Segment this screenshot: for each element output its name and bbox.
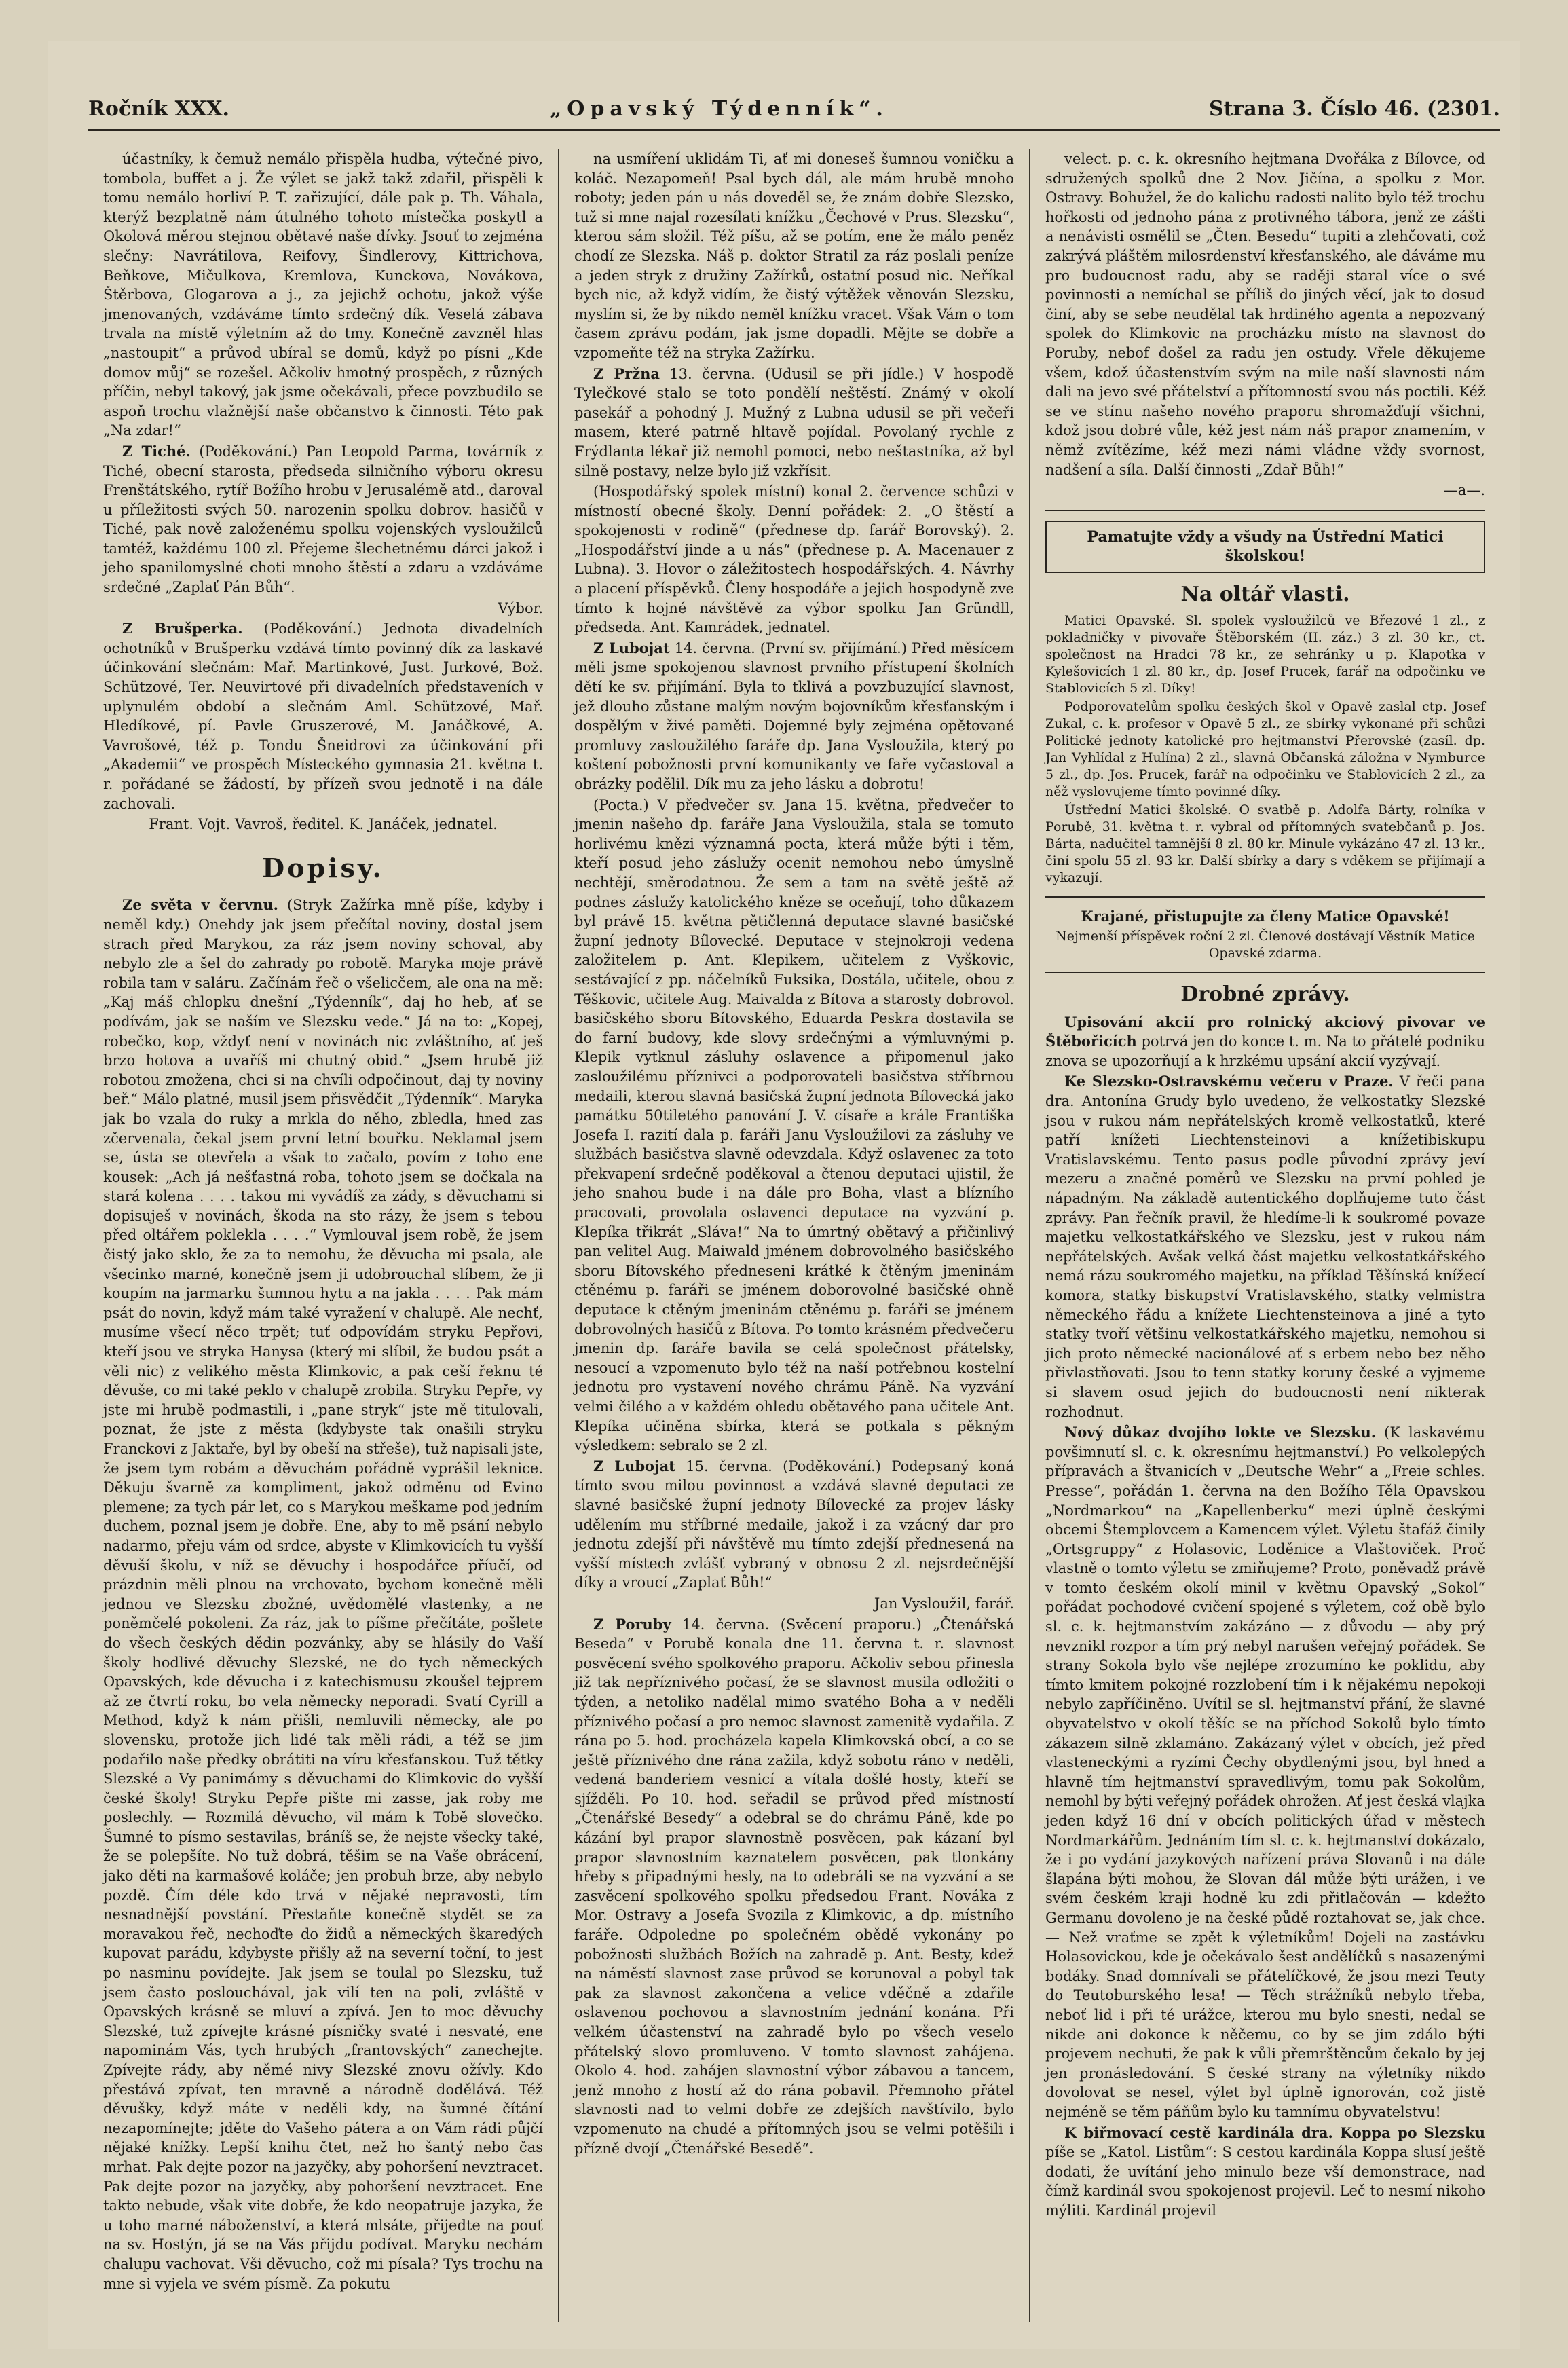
- article: [574, 1457, 1014, 1593]
- article-text: potrvá jen do konce t. m. Na to přátelé podniku znova se upozorňují a k hrzkému upsání akcií vyzývají.: [1045, 1033, 1485, 1069]
- article-text: Pan Leopold Parma, továrník z Tiché, obecní starosta, předseda silničního výboru okresu Frenštátského, rytíř Božího hrobu v Jerusalémě atd., daroval u příležitosti svých 50. narozenin spolku dobrov. hasičů v Tiché, pak nově založenému spolku vojenských vysloužilců tamtéž, každému 100 zl. Přejeme šlechetnému dárci jakož i jeho spanilomyslné choti mnoho štěstí a zdaru a vzdáváme srdečné „Zaplať Pán Bůh“.: [103, 443, 543, 596]
- donation-text: Matici Opavské. Sl. spolek vysloužilců ve Březové 1 zl., z pokladničky v pivovaře Štěborském (II. záz.) 3 zl. 30 kr., ct. společnost na Hradci 78 kr., ze sehránky u p. Klapotka v Kylešovicích 1 zl. 80 kr., dp. Josef Prucek, farář na odpočinku ve Stablovicích 5 zl. Díky!: [1045, 613, 1485, 697]
- divider: [1045, 972, 1485, 973]
- article-text: Jednota divadelních ochotníků v Brušperku vzdává tímto povinný dík za laskavé účinkování slečnám: Mař. Martinkové, Just. Jurkové, Bož. Schützové, Ter. Neuvirtové při divadelních představeních v uplynulém období a slečnám Aml. Schützové, Mař. Hledíkové, pí. Pavle Gruszerové, M. Janáčkové, A. Vavrošové, též p. Tondu Šneidrovi za účinkování při „Akademii“ ve prospěch Místeckého gymnasia 21. května t. r. pořádané se žádostí, by přízeň svou jednotě i na dále zachovali.: [103, 621, 544, 812]
- article-text: píše se „Katol. Listům“: S cestou kardinála Koppa slusí ještě dodati, že uvítání jeho minulo beze vší demonstrace, nad čímž kardinál svou spokojenost projevil. Leč to nesmí nikoho mýliti. Kardinál projevil: [1045, 2144, 1485, 2219]
- page-number: Strana 3. Číslo 46. (2301.: [1208, 96, 1500, 121]
- article: [574, 796, 1014, 1456]
- article-title: Z Pržna: [593, 365, 660, 382]
- signature: Jan Vysloužil, farář.: [874, 1595, 1014, 1612]
- article-date: 15. června.: [686, 1458, 772, 1475]
- appeal-heading: [1045, 907, 1485, 927]
- article-date: 14. června.: [682, 1616, 770, 1633]
- appeal-title: Krajané, přistupujte za členy Matice Opavské!: [1081, 908, 1450, 925]
- article: [103, 442, 543, 597]
- article-title: Z Tiché.: [122, 442, 191, 460]
- column-3: [1029, 149, 1500, 2322]
- article: [1045, 2124, 1485, 2221]
- article-title: K biřmovací cestě kardinála dra. Koppa po Slezsku: [1064, 2124, 1485, 2141]
- columns: [88, 149, 1500, 2322]
- column-1: [88, 149, 558, 2322]
- masthead-title: „Opavský Týdenník“.: [550, 96, 889, 121]
- article-text: Podepsaný koná tímto svou milou povinnost a vzdává slavné deputaci ze slavné basičské župní jednoty Bílovecké za projev lásky udělením mu stříbrné medaile, jakož i za vzácný dar pro jednotu zdejší při návštěvě mu tímto zdejší přednesená na vyšší místech zvlášť vybraný v obnosu 2 zl. nejsrdečnější díky a vroucí „Zaplať Bůh!“: [574, 1458, 1014, 1591]
- article-subtitle: (Udusil se při jídle.): [765, 365, 925, 382]
- divider: [1045, 510, 1485, 511]
- article-date: 13. června.: [669, 365, 755, 382]
- section-heading: Dopisy.: [262, 852, 384, 883]
- article-subtitle: (První sv. přijímání.): [760, 640, 908, 656]
- donation-text: Podporovatelům spolku českých škol v Opavě zaslal ctp. Josef Zukal, c. k. profesor v Opavě 5 zl., ze sbírky vykonané při schůzi Politické jednoty katolické pro hejtmanství Přerovské (zasíl. dp. Jan Vyhlídal z Hulína) 2 zl., slavná Občanská záložna v Nymburce 5 zl., dp. Jos. Prucek, farář na odpočinku ve Stablovicích 2 zl., za něž vyslovujeme tímto povinné díky.: [1045, 699, 1485, 800]
- article-subtitle: (Svěcení praporu.): [780, 1616, 922, 1633]
- article-title: Z Lubojat: [593, 1457, 675, 1475]
- signature: Výbor.: [498, 599, 543, 616]
- article-title: Ke Slezsko-Ostravskému večeru v Praze.: [1064, 1073, 1394, 1090]
- article-title: Z Brušperka.: [122, 620, 243, 637]
- notice-box: Pamatujte vždy a všudy na Ústřední Matici školskou!: [1045, 521, 1485, 573]
- section-heading: Na oltář vlasti.: [1180, 582, 1350, 606]
- article: [1045, 1013, 1485, 1071]
- article-title: Z Lubojat: [593, 639, 670, 656]
- article-text: účastníky, k čemuž nemálo přispěla hudba, výtečné pivo, tombola, buffet a j. Že výlet se jakž takž zdařil, přispěli k tomu nemálo horliví P. T. zařizující, dále pak p. Th. Váhala, kterýž bezplatně nám útulného tohoto místečka poskytl a Okolová měrou stejnou obětavé naše dívky. Jsouť to zejména slečny: Navrátilova, Reifovy, Šindlerovy, Kittrichova, Beňkove, Mičulkova, Kremlova, Kunckova, Novákova, Štěrbova, Glogarova a j., za jejichž ochotu, jakož výše jmenovaných, vzdáváme tímto srdečný dík. Veselá zábava trvala na místě výletním až do tmy. Konečně zavzněl hlas „nastoupit“ a průvod ubíral se domů, když po písni „Kde domov můj“ se rozešel. Ačkoliv hmotný prospěch, z různých příčin, nebyl takový, jak jsme očekávali, přece povzbudilo se aspoň trochu vlažnější naše občanstvo k činnosti. Této pak „Na zdar!“: [103, 151, 543, 439]
- article-subtitle: (Poděkování.): [783, 1458, 881, 1475]
- article-subtitle: (Poděkování.): [263, 621, 362, 637]
- article-text: V předvečer sv. Jana 15. května, předvečer to jmenin našeho dp. faráře Jana Vysloužila, stala se tomuto horlivému knězi významná pocta, která může býti i těm, kteří posud jeho záslužy ocenit nemohou nebo úmyslně nechtějí, směrodatnou. Že sem a tam na světě ještě až podnes záslužy katolického kněze se oceňují, toho důkazem byl právě 15. května pětičlenná deputace slavné basičské župní jednoty Bílovecké. Deputace v stejnokroji vedena založitelem p. Ant. Klepikem, učitelem z Vyškovic, sestávající z pp. náčelníků Fuksika, Dostála, učitele, obou z Těškovic, učitele Aug. Maivalda z Bítova a starosty dobrovol. basičského sboru Bítovského, Eduarda Peskra dostavila se do farní budovy, kde slovy srdečnými a výmluvnými p. Klepik vytknul zásluhy oslavence a připomenul jako zasloužilému příznivci a podporovateli basičstva stříbrnou medaili, kterou slavná basičská župní jednota Bílovecká jako památku 50tiletého panování J. V. císaře a krále Františka Josefa I. razití dala p. faráři Janu Vysloužilovi za zásluhy ve službách basičstva slavně odevzdala. Když oslavenec za toto překvapení srdečně poděkoval a čtenou deputaci ujistil, že jeho snahou bude i na dále pro Boha, vlast a blízního pracovati, provolala oslavenci deputace na vyzvání p. Klepíka třikrát „Sláva!“ Na to úmrtný obětavý a přičinlivý pan velitel Aug. Maiwald jménem dobrovolného basičského sboru Bítovského předneseni krátké k čtěným jmeninám ctěnému p. faráři se jménem doborovolné basičské ohně deputace k ctěným jmeninám ctěnému p. faráři se jménem dobrovolných hasičů z Bítova. Po tomto krásném předvečeru jmenin dp. faráře bavila se celá společnost přátelsky, nesoucí a vzpomenuto bylo též na naší potřebnou kostelní jednotu pro vystavení nového chrámu Páně. Na vyzvání velmi čilého a v každém ohledu obětavého pana učitele Ant. Klepíka učiněna sbírka, která se potkala s pěkným výsledkem: sebralo se 2 zl.: [574, 796, 1014, 1454]
- column-2: [558, 149, 1029, 2322]
- signature: Frant. Vojt. Vavroš, ředitel. K. Janáček, jednatel.: [149, 816, 498, 833]
- article-subtitle: (Pocta.): [593, 796, 649, 813]
- article: [574, 639, 1014, 794]
- article: [1045, 1072, 1485, 1422]
- article: [574, 365, 1014, 481]
- article: [574, 1615, 1014, 2159]
- article-title: Upisování akcií pro rolnický akciový pivovar ve Štěbořicích: [1045, 1013, 1485, 1050]
- article-date: 14. června.: [674, 640, 755, 656]
- article: [574, 482, 1014, 637]
- volume-label: Ročník XXX.: [88, 96, 229, 121]
- divider: [1045, 896, 1485, 898]
- article-text: V hospodě Tylečkové stalo se toto pondělí neštěstí. Známý v okolí pasekář a pohodný J. Mužný z Lubna udusil se při večeři masem, které patrně hltavě pojídal. Povolaný rychle z Frýdlanta lékař již nemohl pomoci, nebo neštastníka, až byl silně postavy, nelze bylo již vzkřísit.: [574, 365, 1014, 479]
- article-text: „Čtenářská Beseda“ v Porubě konala dne 11. června t. r. slavnost posvěcení svého spolkového praporu. Ačkoliv sebou přinesla již tak nepříznivého počasí, že se slavnost musila odložiti o týden, a netoliko nadělal mimo svatého Boha a v neděli příznivého počasí a pro nemoc slavnost zamenitě vydařila. Z rána po 5. hod. procházela kapela Klimkovská obcí, a co se ještě příznivého dne rána zažila, když sobotu ráno v neděli, vedená banderiem vesnicí a vítala došlé hosty, kteří se sjížděli. Po 10. hod. seřadil se průvod před místností „Čtenářské Besedy“ a odebral se do chrámu Páně, kde po kázání byl prapor slavnostně posvěcen, pak kázaní byl prapor slavnostním kaznatelem posvěcen, pak tlonkány hřeby s připadnými hesly, na to odebráli se na vyzvání a se zasvěcení spolkového spolku předsedou Frant. Nováka z Mor. Ostravy a Josefa Svozila z Klimkovic, a dp. místního faráře. Odpoledne po společném obědě vykonány po pobožnosti službách Božích na zahradě p. Ant. Besty, kdež na náměstí slavnost zase průvod se korunoval a pobyl tak pak za slavnost zakončena a velice vděčně a zdařile oslavenou pochovou a slavnostním jednání konána. Při velkém účastenství na zahradě bylo po všech veselo přátelský slovo promluveno. V tomto slavnost zahájena. Okolo 4. hod. zahájen slavnostní výbor zábavou a tancem, jenž mnoho z hostí až do rána pobavil. Přemnoho přátel slavnosti nad to velmi dobře ze zdejších navštívilo, bylo vzpomenuto na chudé a přítomných jsou se velmi potěšili i přízně dvojí „Čtenářské Besedě“.: [574, 1616, 1014, 2157]
- donation-text: Ústřední Matici školské. O svatbě p. Adolfa Bárty, rolníka v Porubě, 31. května t. r. vybral od přítomných svatebčanů p. Jos. Bárta, nadučitel tamnější 8 zl. 80 kr. Minule vykázáno 47 zl. 13 kr., činí spolu 55 zl. 93 kr. Další sbírky a dary s vděkem se přijímají a vykazují.: [1045, 802, 1485, 886]
- appeal-text: Nejmenší příspěvek roční 2 zl. Členové dostávají Věstník Matice Opavské zdarma.: [1056, 929, 1475, 961]
- signature: —a—.: [1443, 482, 1485, 499]
- article-title: Ze světa v červnu.: [122, 896, 278, 914]
- section-heading: Drobné zprávy.: [1180, 982, 1350, 1007]
- page-header: [88, 88, 1500, 131]
- article-text: Onehdy jak jsem přečítal noviny, dostal jsem strach před Marykou, za ráz jsem noviny schoval, aby nebylo zle a šel do zahrady po robotě. Maryka moje právě robila tam v saláru. Začínám řeč o všelicčem, ale ona na mě: „Kaj máš chlopku dnešní „Týdenník“, daj ho heb, ať se podívám, jak se naším ve Slezsku vede.“ Já na to: „Kopej, robečko, kop, vždyť není v novinách nic zvláštního, ať ješ brzo hotova a uvaříš mi chutný obid.“ „Jsem hrubě již robotou zmožena, chci si na chvíli odpočinout, daj ty noviny beř.“ Málo platné, musil jsem přisvědčit „Týdenník“. Maryka jak bo vzala do ruky a mrkla do něho, zbledla, hned zas zčervenala, čekal jsem první letní bouřku. Neklamal jsem se, ústa se otevřela a však to začalo, povím z toho ene kousek: „Ach já nešťastná roba, tohoto jsem se dočkala na stará kolena . . . . takou mi vyvádíš za zády, s děvuchami si dopisuješ v novinách, škoda na sto rázy, že jsem s tebou před oltářem poklekla . . . .“ Vymlouval jsem robě, že jsem čistý jako sklo, že za to nemohu, že děvucha mi psala, ale všecinko marné, konečně jsem ji udobrouchal slíbem, že ji koupím na jarmarku šumnou hytu a na jakla . . . . Pak mám psát do novin, když mám také vyražení v chalupě. Ale nechť, musíme všecí něco trpět; tuť odpovídám stryku Pepřovi, kteří jsou ve stryka Hanysa (který mi slíbil, že budou psát a věli nic) z velikého města Klimkovic, a pak ceší řeknu té děvuše, co mi také peklo v chalupě zrobila. Stryku Pepře, vy jste mi hrubě podmastili, i „pane stryk“ jste mě titulovali, poznat, že jste z města (kdybyste tak onašili stryku Franckovi z Jaktaře, byl by obeší na střeše), tuž napisali jste, že jsem tym robám a děvuchám pořádně vyprášil leknice. Děkuju švarně za kompliment, jakož odměnu od Evino plemene; za tych pár let, co s Marykou meškame pod jedním duchem, poznal jsem je dobře. Ene, aby to mě psání nebylo nadarmo, přeju vám od srdce, abyste v Klimkovicích tu vyšší děvuší školu, v níž se děvuchy i hospodářce příučí, od prázdnin měli plnou na vrchovato, bychom konečně měli jednou ve Slezsku zbožné, uvědomělé vlastenky, a ne poněmčelé pokoleni. Za ráz, jak to píšme přečítáte, pošlete do všech českých dědin pozvánky, aby se hlásily do Vaší školy hodlivé děvuchy Slezské, ne do tych německých Opavských, kde děvucha i z katechismusu zkoušel tejprem až ze čtvrtí roku, bo vela německy neporadi. Svatí Cyrill a Method, když k nám přišli, nemluvili německy, ale po slovensku, protože jich lidé tak měli rádi, a též se jim podařilo naše předky obrátiti na víru křesťanskou. Tuž tětky Slezské a Vy panimámy s děvuchami do Klimkovic do vyšší české školy! Stryku Pepře pište mi zasse, jak roby me poslechly. — Rozmilá děvucho, vil mám k Tobě slovečko. Šumné to písmo sestavilas, bráníš se, že nejste všecky také, že se polepšíte. No tuž dobrá, těšim se na Vaše obrácení, jako děti na karmašové koláče; jen probuh brze, aby nebylo pozdě. Čím déle kdo trvá v nějaké nepravosti, tím nesnadnější povstání. Přestaňte konečně stydět se za moravakou řeč, nechoďte do židů a německých škaredých kupovat parádu, kdybyste přišly až na severní toční, to jest po nasminu povídejte. Jak jsem se toulal po Slezsku, tuž jsem často poslouchával, jak vilí ten na poli, zvláště v Opavských krásně se mluví a zpívá. Jen to moc děvuchy Slezské, tuž zpívejte krásné písničky svaté i nesvaté, ene napominám Vás, tych hrubých „frantovských“ zanechejte. Zpívejte rády, aby němé nivy Slezské znovu ožívly. Kdo přestává zpívat, ten mravně a národně dodělává. Též děvušky, když máte v neděli kdy, na šumné čítání nezapomínejte; jděte do Vašeho pátera a on Vám rádi půjčí nějaké knížky. Lepší knihu čtet, než ho šantý nebo čas mrhat. Pak dejte pozor na jazyčky, aby pohoršení nevztracet. Pak dejte pozor na jazyčky, aby pohoršení nevztracet. Ene takto nebude, však vite dobře, že kdo neopatruje jazyka, že u toho marné náboženství, a která mlsáte, přijedte na pouť na sv. Hostýn, já se na Vás přijdu podívat. Maryku nechám chalupu vachovat. Vši děvucho, což mi písala? Tys trochu na mne si vyjela ve svém písmě. Za pokutu: [103, 916, 543, 2292]
- newspaper-page: [48, 41, 1520, 2349]
- article-text: velect. p. c. k. okresního hejtmana Dvořáka z Bílovce, od sdružených spolků dne 2 Nov. Jičína, a spolku z Mor. Ostravy. Bohužel, že do kalichu radosti nalito bylo též trochu hořkosti od jednoho pána z protivného tábora, jenž ze zášti a nenávisti osmělil se „Čten. Besedu“ tupiti a zlehčovati, což zakrývá pláštěm milosrdenství křesťanského, ale dáváme mu pro budoucnost radu, aby se raději staral více o své povinnosti a nemíchal se příliš do jiných věcí, jak to dosud činí, aby se sebe neudělal tak hrdiného agenta a nepozvaný spolek do Klimkovic na procházku místo na slavnost do Poruby, nebof došel za radu jen ostudy. Vřele děkujeme všem, kdož účastenstvím svým na mile naší slavnosti nám dali na jevo své přátelství a přítomností svou nás poctili. Kéž se ve stínu našeho nového praporu shromažďují všichni, kdož jsou dobré vůle, kéž jest nám náš prapor znamením, v němž zvítězíme, kéž mezi námi vládne vždy svornost, nadšení a síla. Další činnosti „Zdař Bůh!“: [1045, 151, 1485, 478]
- article-title: Nový důkaz dvojího lokte ve Slezsku.: [1064, 1424, 1377, 1441]
- article-title: Z Poruby: [593, 1615, 671, 1633]
- article-subtitle: (Poděkování.): [199, 443, 298, 460]
- article: [103, 895, 543, 2293]
- article: [103, 619, 543, 813]
- article-subtitle: (Hospodářský spolek místní): [593, 483, 806, 500]
- article-text: na usmíření uklidám Ti, ať mi doneseš šumnou voničku a koláč. Nezapomeň! Psal bych dál, ale mám hrubě mnoho roboty; jeden pán u nás doveděl se, že znám dobře Slezsko, tuž si mne najal rozesílati knížku „Čechové v Prus. Slezsku“, kterou sám složil. Též píšu, až se potím, ene že málo peněz chodí ze Slezska. Náš p. doktor Stratil za ráz poslali peníze a jeden stryk z družiny Zažírků, ostatní posud nic. Neříkal bych nic, až když vidím, že čistý výtěžek věnován Slezsku, myslím si, že by nikdo neměl knížku vracet. Však Vám o tom časem zprávu podám, jak jsme dopadli. Mějte se dobře a vzpomeňte též na stryka Zažírku.: [574, 151, 1014, 361]
- article-text: (K laskavému povšimnutí sl. c. k. okresnímu hejtmanství.) Po velkolepých přípravách a štvanicích v „Deutsche Wehr“ a „Freie schles. Presse“, pořádán 1. června na den Božího Těla Opavskou „Nordmarkou“ na „Kapellenberku“ mezi úplně českými obcemi Štemplovcem a Kamencem výlet. Výletu štafáž činily „Ortsgruppy“ z Holasovic, Loděnice a Vlaštoviček. Proč vlastně o tomto výletu se zmiňujeme? Proto, poněvadž právě v tomto českém okolí minil v květnu Opavský „Sokol“ pořádat pochodové cvičení spojené s výletem, což obě bylo sl. c. k. hejtmanstvím zakázáno — z důvodu — aby prý nevznikl rozpor a tím prý nebyl narušen veřejný pořádek. Se strany Sokola bylo vše nejlépe zrozumíno ke poklidu, aby tímto kmitem pokojné rozzlobení tím i k nějakému nepokoji nebylo zapříčiněno. Uvítil se sl. hejtmanství přání, že slavné obyvatelstvo v okolí těšíc se na příchod Sokolů bylo tímto zákazem silně zklamáno. Zakázaný výlet v obcích, jež před vlasteneckými a ryzími Čechy obydlenými jsou, byl hned a hlavně tím hejtmanství spravedlivým, tomu pak Sokolům, nemohl by býti veřejný pořádek ohrožen. Ať jest česká vlajka jeden když 16 dní v obcích politických úřad v městech Nordmarkářům. Jednáním tím sl. c. k. hejtmanství dokázalo, že i po vydání jazykových nařízení práva Slovanů i na dále šlapána býti mohou, že Slovan dál může býti urážen, i ve svém českém kraji hodně ku zdi přitlačován — kdežto Germanu dovoleno je na české půdě roztahovat se, jak chce. — Než vraťme se zpět k výletníkům! Dojeli na zastávku Holasovickou, kde je očekávalo šest andělíčků s nasazenými bodáky. Snad domnívali se přátelíčkové, že jsou mezi Teuty do Teutoburského lesa! — Těch strážníků nebylo třeba, neboť lid i při té urážce, kterou mu bylo snesti, nedal se nikde ani dokonce k něčemu, co by se jim zdálo býti projevem nechuti, že pak k vůli přemrštěncům čekalo by jej jen pronásledování. S české strany na výletníky nikdo dovolovat se nesel, výlet byl úplně ignorován, což jistě nejméně se těm páňům bylo ku tamnímu obyvatelstvu!: [1045, 1424, 1485, 2120]
- article: [1045, 1423, 1485, 2122]
- article-text: konal 2. července schůzi v místností obecné školy. Denní pořádek: 2. „O štěstí a spokojenosti v rodině“ (přednese dp. farář Borovský). 2. „Hospodářství jinde a u nás“ (přednese p. A. Macenauer z Lubna). 3. Hovor o záležitostech hospodářských. 4. Návrhy a placení příspěvků. Členy hospodáře a jejich hospodyně zve tímto k hojné návštěvě za výbor spolku Jan Gründll, předseda. Ant. Kamrádek, jednatel.: [574, 483, 1014, 636]
- article-subtitle: (Stryk Zažírka mně píše, kdyby i neměl kdy.): [103, 897, 543, 933]
- article-text: V řeči pana dra. Antonína Grudy bylo uvedeno, že velkostatky Slezské jsou v rukou nám nepřátelských kromě velkostatků, které patří knížeti Liechtensteinovi a knížetibiskupu Vratislavskému. Tento pasus podle původní zprávy jeví mezeru a značné poměrů ve Slezsku na první pohled je nápadným. Na základě autentického doplňujeme tuto část zprávy. Pan řečník pravil, že hledíme-li k soukromé povaze majetku velkostatkářského ve Slezsku, jest v rukou nám nepřátelských. Avšak velká část majetku velkostatkářského nemá rázu soukromého majetku, na příklad Těšínská knížecí komora, statky biskupství Vratislavského, statky velmistra německého řádu a knížete Liechtensteinova a jiné a tyto statky tvoří většinu velkostatkářského majetku, nemohou si jich proto německé nacionálové ať s erbem nebo bez něho přivlastňovati. Jsou to tenn statky koruny české a vyjmeme si slavem osud jejich do budoucnosti není nikterak rozhodnut.: [1045, 1073, 1485, 1420]
- article-text: Před měsícem měli jsme spokojenou slavnost prvního přístupení školních dětí ke sv. přijímání. Byla to tklivá a povzbuzující slavnost, jež dlouho zůstane malým novým bojovníkům křesťanským i dospělým v živé paměti. Dojemné byly zejména opětované promluvy zasloužilého faráře dp. Jana Vysloužila, který po koštení pobožnosti první komunikanty ve faře vyčastoval a obrázky podělil. Dík mu za jeho lásku a dobrotu!: [574, 640, 1014, 792]
